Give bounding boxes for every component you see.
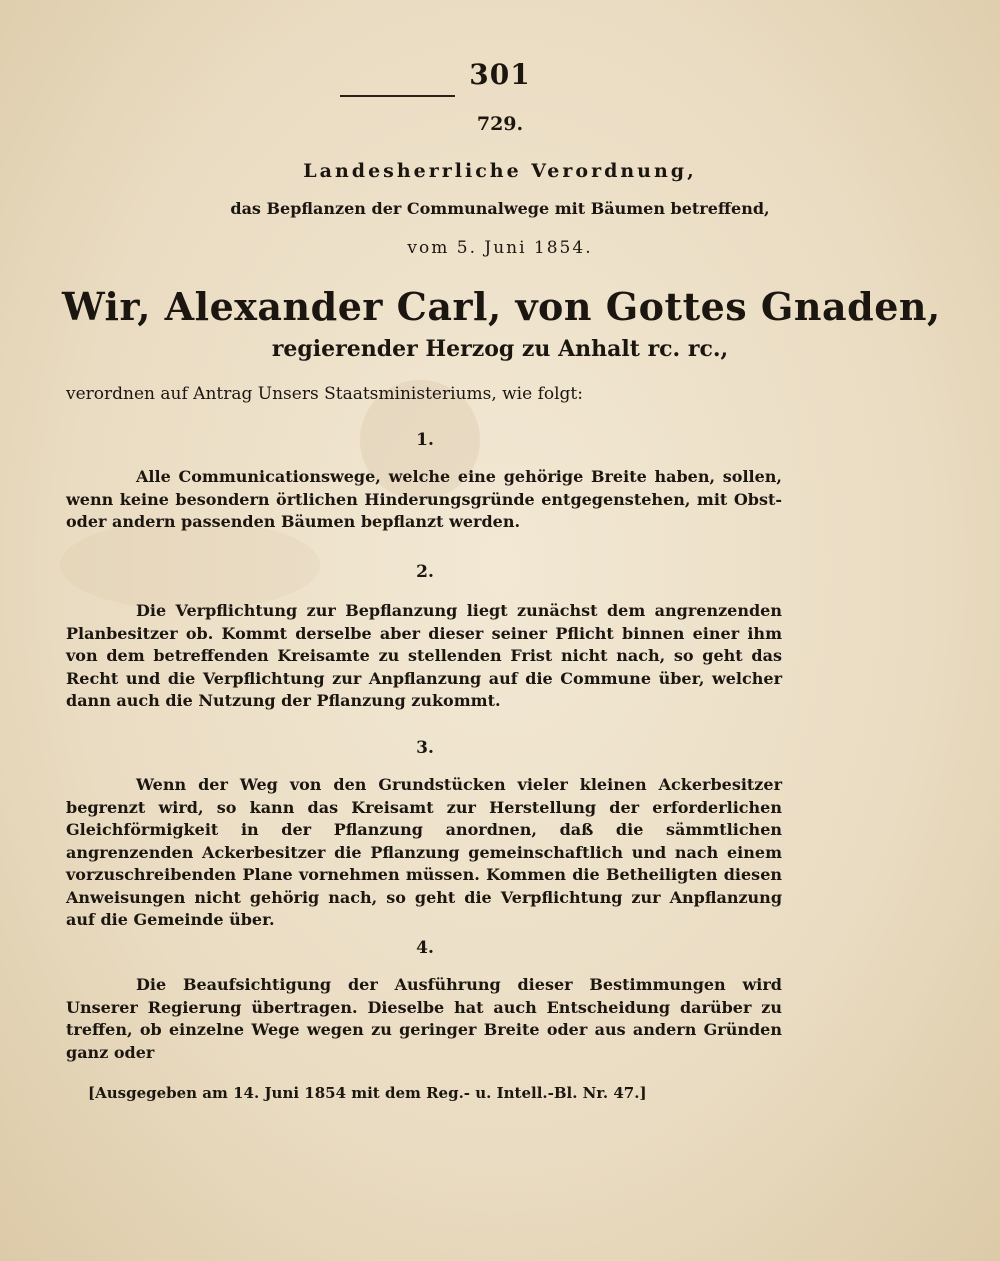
ruler-title: regierender Herzog zu Anhalt rc. rc., xyxy=(271,336,729,362)
section-text: Wenn der Weg von den Grundstücken vieler kleinen Ackerbesitzer begrenzt wird, so kann das Kreisamt zur Herstellung der erforderlichen Gleichförmigkeit in der Pflanzung anordnen, daß die sämmtlichen angrenzenden Ackerbesitzer die Pflanzung gemeinschaftlich und nach einem vorzuschreibenden Plane vornehmen müssen. Kommen die Betheiligten diesen Anweisungen nicht gehörig nach, so geht die Verpflichtung zur Anpflanzung auf die Gemeinde über. xyxy=(66,775,782,929)
header-rule xyxy=(340,95,455,97)
issue-note: [Ausgegeben am 14. Juni 1854 mit dem Reg.- u. Intell.-Bl. Nr. 47.] xyxy=(88,1084,647,1102)
section-number: 4. xyxy=(416,938,434,958)
section-text: Alle Communicationswege, welche eine gehörige Breite haben, sollen, wenn keine besondern örtlichen Hinderungsgründe entgegenstehen, mit Obst- oder andern passenden Bäumen bepflanzt werden. xyxy=(66,467,782,531)
preamble: verordnen auf Antrag Unsers Staatsministeriums, wie folgt: xyxy=(66,384,583,404)
section-text: Die Beaufsichtigung der Ausführung dieser Bestimmungen wird Unserer Regierung übertragen. Dieselbe hat auch Entscheidung darüber zu treffen, ob einzelne Wege wegen zu geringer Breite oder aus andern Gründen ganz oder xyxy=(66,975,782,1062)
section-number: 3. xyxy=(416,738,434,758)
ordinance-number: 729. xyxy=(476,113,524,135)
ruler-name: Wir, Alexander Carl, von Gottes Gnaden, xyxy=(62,284,941,329)
ordinance-date: vom 5. Juni 1854. xyxy=(407,238,593,258)
section-number: 1. xyxy=(416,430,434,450)
ordinance-title: Landesherrliche Verordnung, xyxy=(303,160,697,182)
page-number: 301 xyxy=(469,58,531,91)
section-text: Die Verpflichtung zur Bepflanzung liegt zunächst dem angrenzenden Planbesitzer ob. Kommt derselbe aber dieser seiner Pflicht binnen einer ihm von dem betreffenden Kreisamte zu stellenden Frist nicht nach, so geht das Recht und die Verpflichtung zur Anpflanzung auf die Commune über, welcher dann auch die Nutzung der Pflanzung zukommt. xyxy=(66,601,782,710)
section-number: 2. xyxy=(416,562,434,582)
ordinance-subject: das Bepflanzen der Communalwege mit Bäumen betreffend, xyxy=(230,199,770,218)
